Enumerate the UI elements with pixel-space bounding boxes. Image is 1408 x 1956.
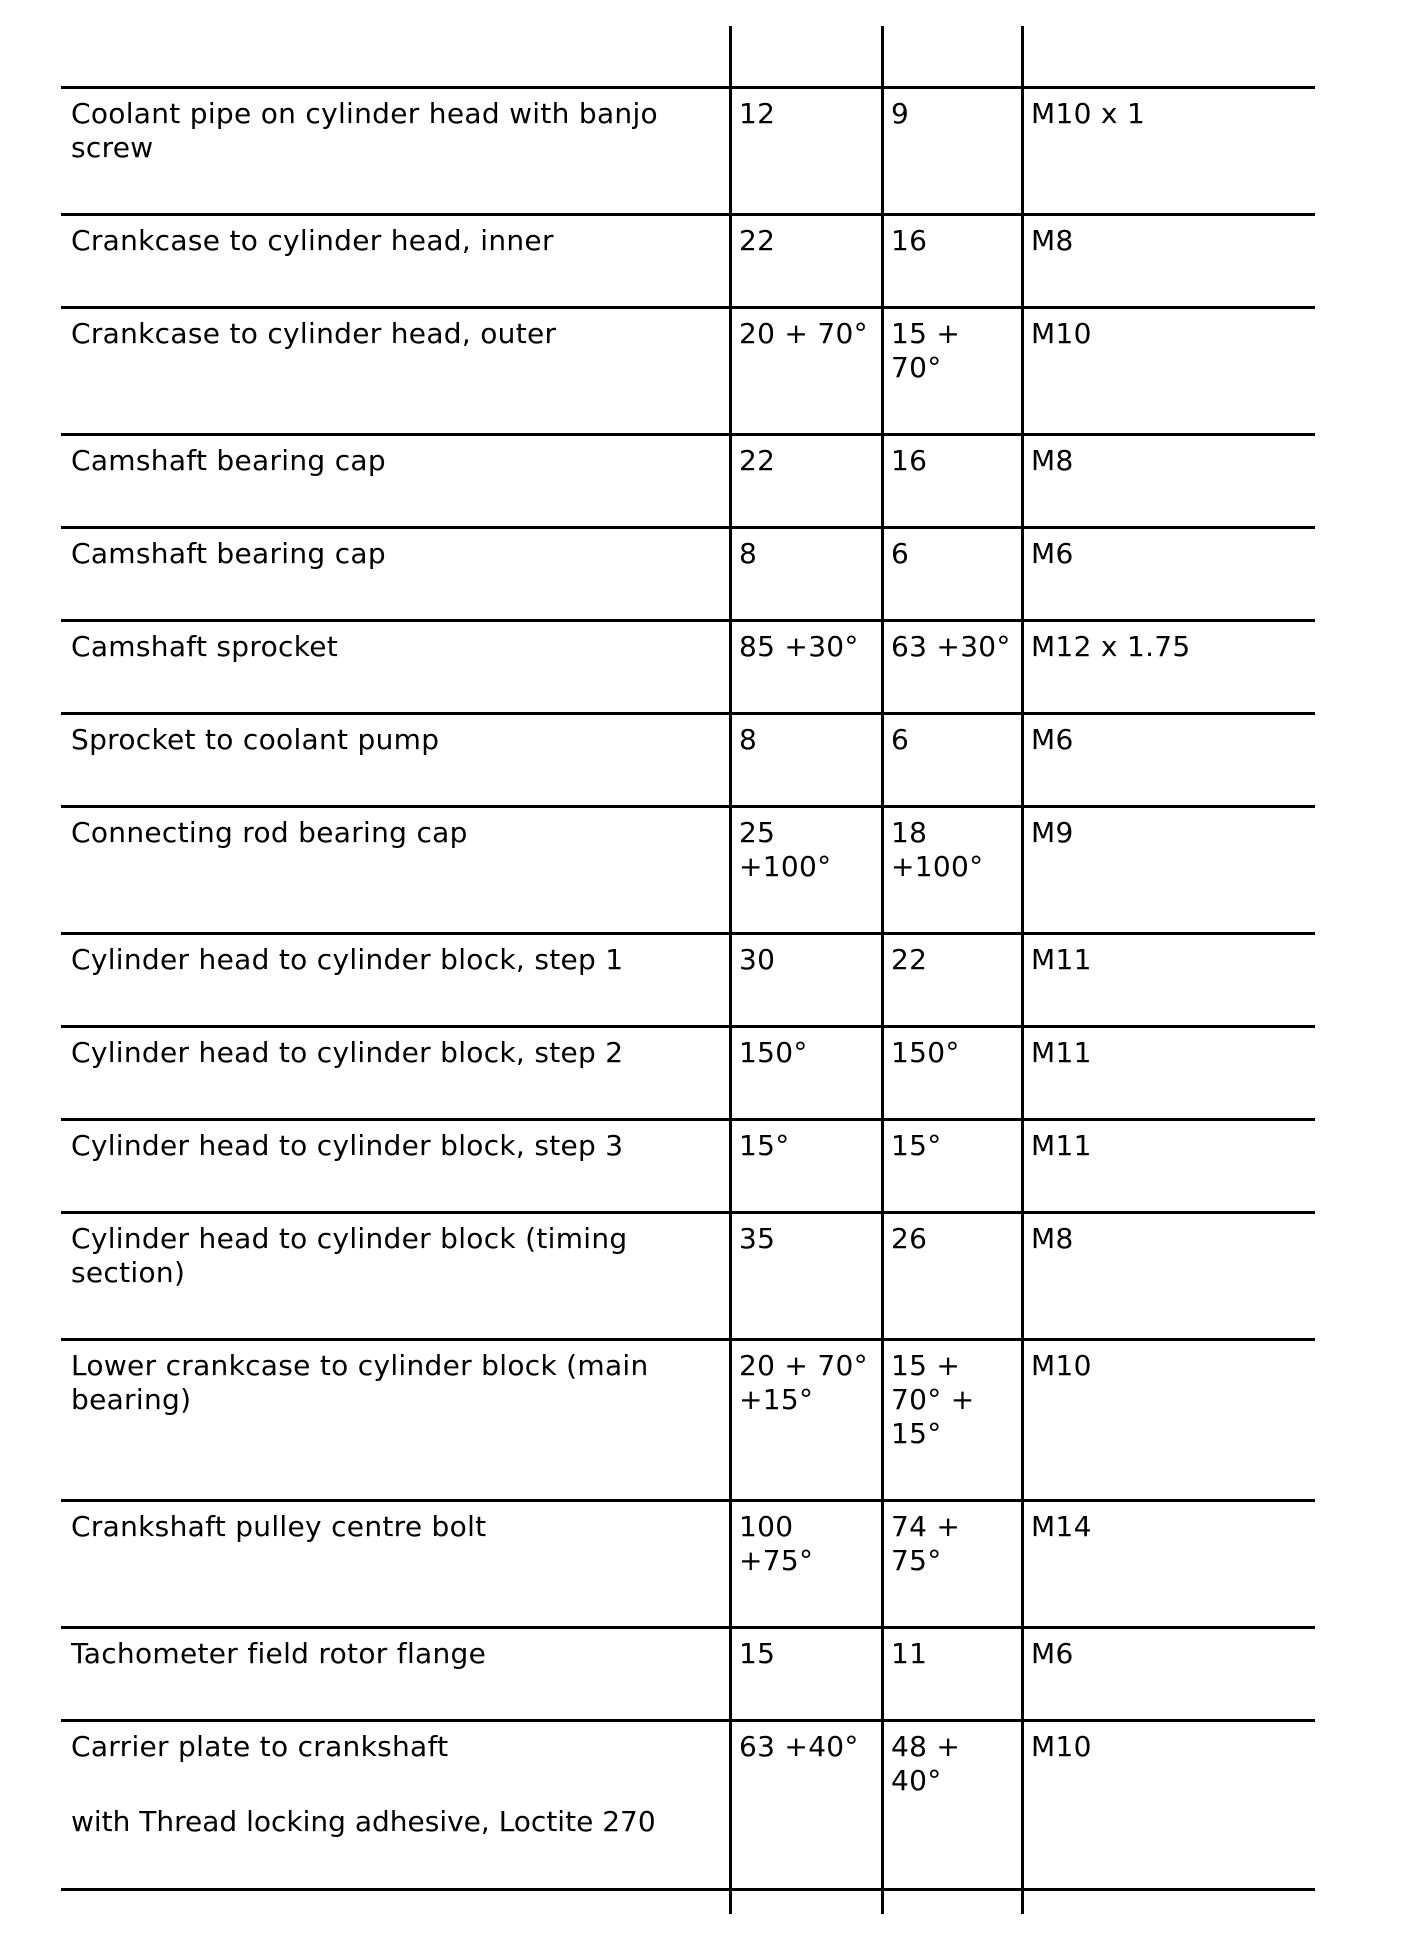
- row-divider: [61, 712, 1315, 715]
- adhesive-note: with Thread locking adhesive, Loctite 270: [71, 1805, 656, 1838]
- row-divider: [61, 213, 1315, 216]
- torque-lbf-cell: 26: [891, 1222, 928, 1255]
- component-cell: Camshaft sprocket: [71, 630, 339, 663]
- torque-nm-cell: 30: [739, 943, 776, 976]
- component-cell: Cylinder head to cylinder block, step 1: [71, 943, 624, 976]
- row-divider: [61, 433, 1315, 436]
- thread-size-cell: M14: [1031, 1510, 1092, 1543]
- thread-size-cell: M10: [1031, 317, 1092, 350]
- thread-size-cell: M6: [1031, 1637, 1074, 1670]
- torque-nm-cell: 8: [739, 537, 758, 570]
- torque-lbf-cell: 9: [891, 97, 910, 130]
- torque-lbf-cell: 63 +30°: [891, 630, 1011, 663]
- torque-nm-cell: 85 +30°: [739, 630, 859, 663]
- row-divider: [61, 805, 1315, 808]
- component-cell: Connecting rod bearing cap: [71, 816, 468, 849]
- row-divider: [61, 932, 1315, 935]
- thread-size-cell: M11: [1031, 943, 1092, 976]
- row-divider: [61, 86, 1315, 89]
- component-cell: Cylinder head to cylinder block, step 2: [71, 1036, 624, 1069]
- torque-nm-cell: 63 +40°: [739, 1730, 859, 1763]
- thread-size-cell: M8: [1031, 1222, 1074, 1255]
- torque-lbf-cell: 15°: [891, 1129, 942, 1162]
- torque-nm-cell: 25 +100°: [739, 816, 832, 883]
- row-divider: [61, 1719, 1315, 1722]
- torque-lbf-cell: 15 + 70°: [891, 317, 961, 384]
- torque-lbf-cell: 16: [891, 444, 928, 477]
- torque-nm-cell: 22: [739, 444, 776, 477]
- torque-nm-cell: 35: [739, 1222, 776, 1255]
- component-cell: Cylinder head to cylinder block, step 3: [71, 1129, 624, 1162]
- component-cell: Camshaft bearing cap: [71, 444, 386, 477]
- torque-lbf-cell: 16: [891, 224, 928, 257]
- row-divider: [61, 306, 1315, 309]
- component-cell: Coolant pipe on cylinder head with banjo screw: [71, 97, 658, 164]
- thread-size-cell: M11: [1031, 1036, 1092, 1069]
- torque-nm-cell: 100 +75°: [739, 1510, 814, 1577]
- column-divider: [729, 26, 732, 1914]
- torque-nm-cell: 150°: [739, 1036, 808, 1069]
- thread-size-cell: M9: [1031, 816, 1074, 849]
- component-cell: Crankcase to cylinder head, outer: [71, 317, 557, 350]
- row-divider: [61, 1626, 1315, 1629]
- component-cell: Tachometer field rotor flange: [71, 1637, 487, 1670]
- thread-size-cell: M10 x 1: [1031, 97, 1146, 130]
- component-cell: Carrier plate to crankshaft: [71, 1730, 449, 1763]
- torque-nm-cell: 12: [739, 97, 776, 130]
- torque-nm-cell: 8: [739, 723, 758, 756]
- torque-lbf-cell: 74 + 75°: [891, 1510, 961, 1577]
- component-cell: Sprocket to coolant pump: [71, 723, 440, 756]
- row-divider: [61, 1211, 1315, 1214]
- component-cell: Crankshaft pulley centre bolt: [71, 1510, 487, 1543]
- component-cell: Crankcase to cylinder head, inner: [71, 224, 554, 257]
- torque-nm-cell: 15: [739, 1637, 776, 1670]
- torque-lbf-cell: 150°: [891, 1036, 960, 1069]
- torque-lbf-cell: 22: [891, 943, 928, 976]
- column-divider: [881, 26, 884, 1914]
- row-divider: [61, 619, 1315, 622]
- torque-nm-cell: 20 + 70°: [739, 317, 868, 350]
- row-divider: [61, 1118, 1315, 1121]
- thread-size-cell: M6: [1031, 537, 1074, 570]
- row-divider: [61, 1025, 1315, 1028]
- component-cell: Camshaft bearing cap: [71, 537, 386, 570]
- row-divider: [61, 1888, 1315, 1891]
- torque-lbf-cell: 48 + 40°: [891, 1730, 961, 1797]
- thread-size-cell: M10: [1031, 1730, 1092, 1763]
- thread-size-cell: M11: [1031, 1129, 1092, 1162]
- component-cell: Lower crankcase to cylinder block (main bearing): [71, 1349, 649, 1416]
- thread-size-cell: M10: [1031, 1349, 1092, 1382]
- torque-nm-cell: 15°: [739, 1129, 790, 1162]
- row-divider: [61, 1499, 1315, 1502]
- torque-lbf-cell: 18 +100°: [891, 816, 984, 883]
- row-divider: [61, 1338, 1315, 1341]
- torque-nm-cell: 22: [739, 224, 776, 257]
- thread-size-cell: M8: [1031, 224, 1074, 257]
- torque-lbf-cell: 11: [891, 1637, 928, 1670]
- torque-lbf-cell: 6: [891, 723, 910, 756]
- thread-size-cell: M8: [1031, 444, 1074, 477]
- torque-nm-cell: 20 + 70° +15°: [739, 1349, 868, 1416]
- component-cell: Cylinder head to cylinder block (timing section): [71, 1222, 628, 1289]
- torque-lbf-cell: 6: [891, 537, 910, 570]
- thread-size-cell: M12 x 1.75: [1031, 630, 1191, 663]
- torque-lbf-cell: 15 + 70° + 15°: [891, 1349, 975, 1450]
- thread-size-cell: M6: [1031, 723, 1074, 756]
- row-divider: [61, 526, 1315, 529]
